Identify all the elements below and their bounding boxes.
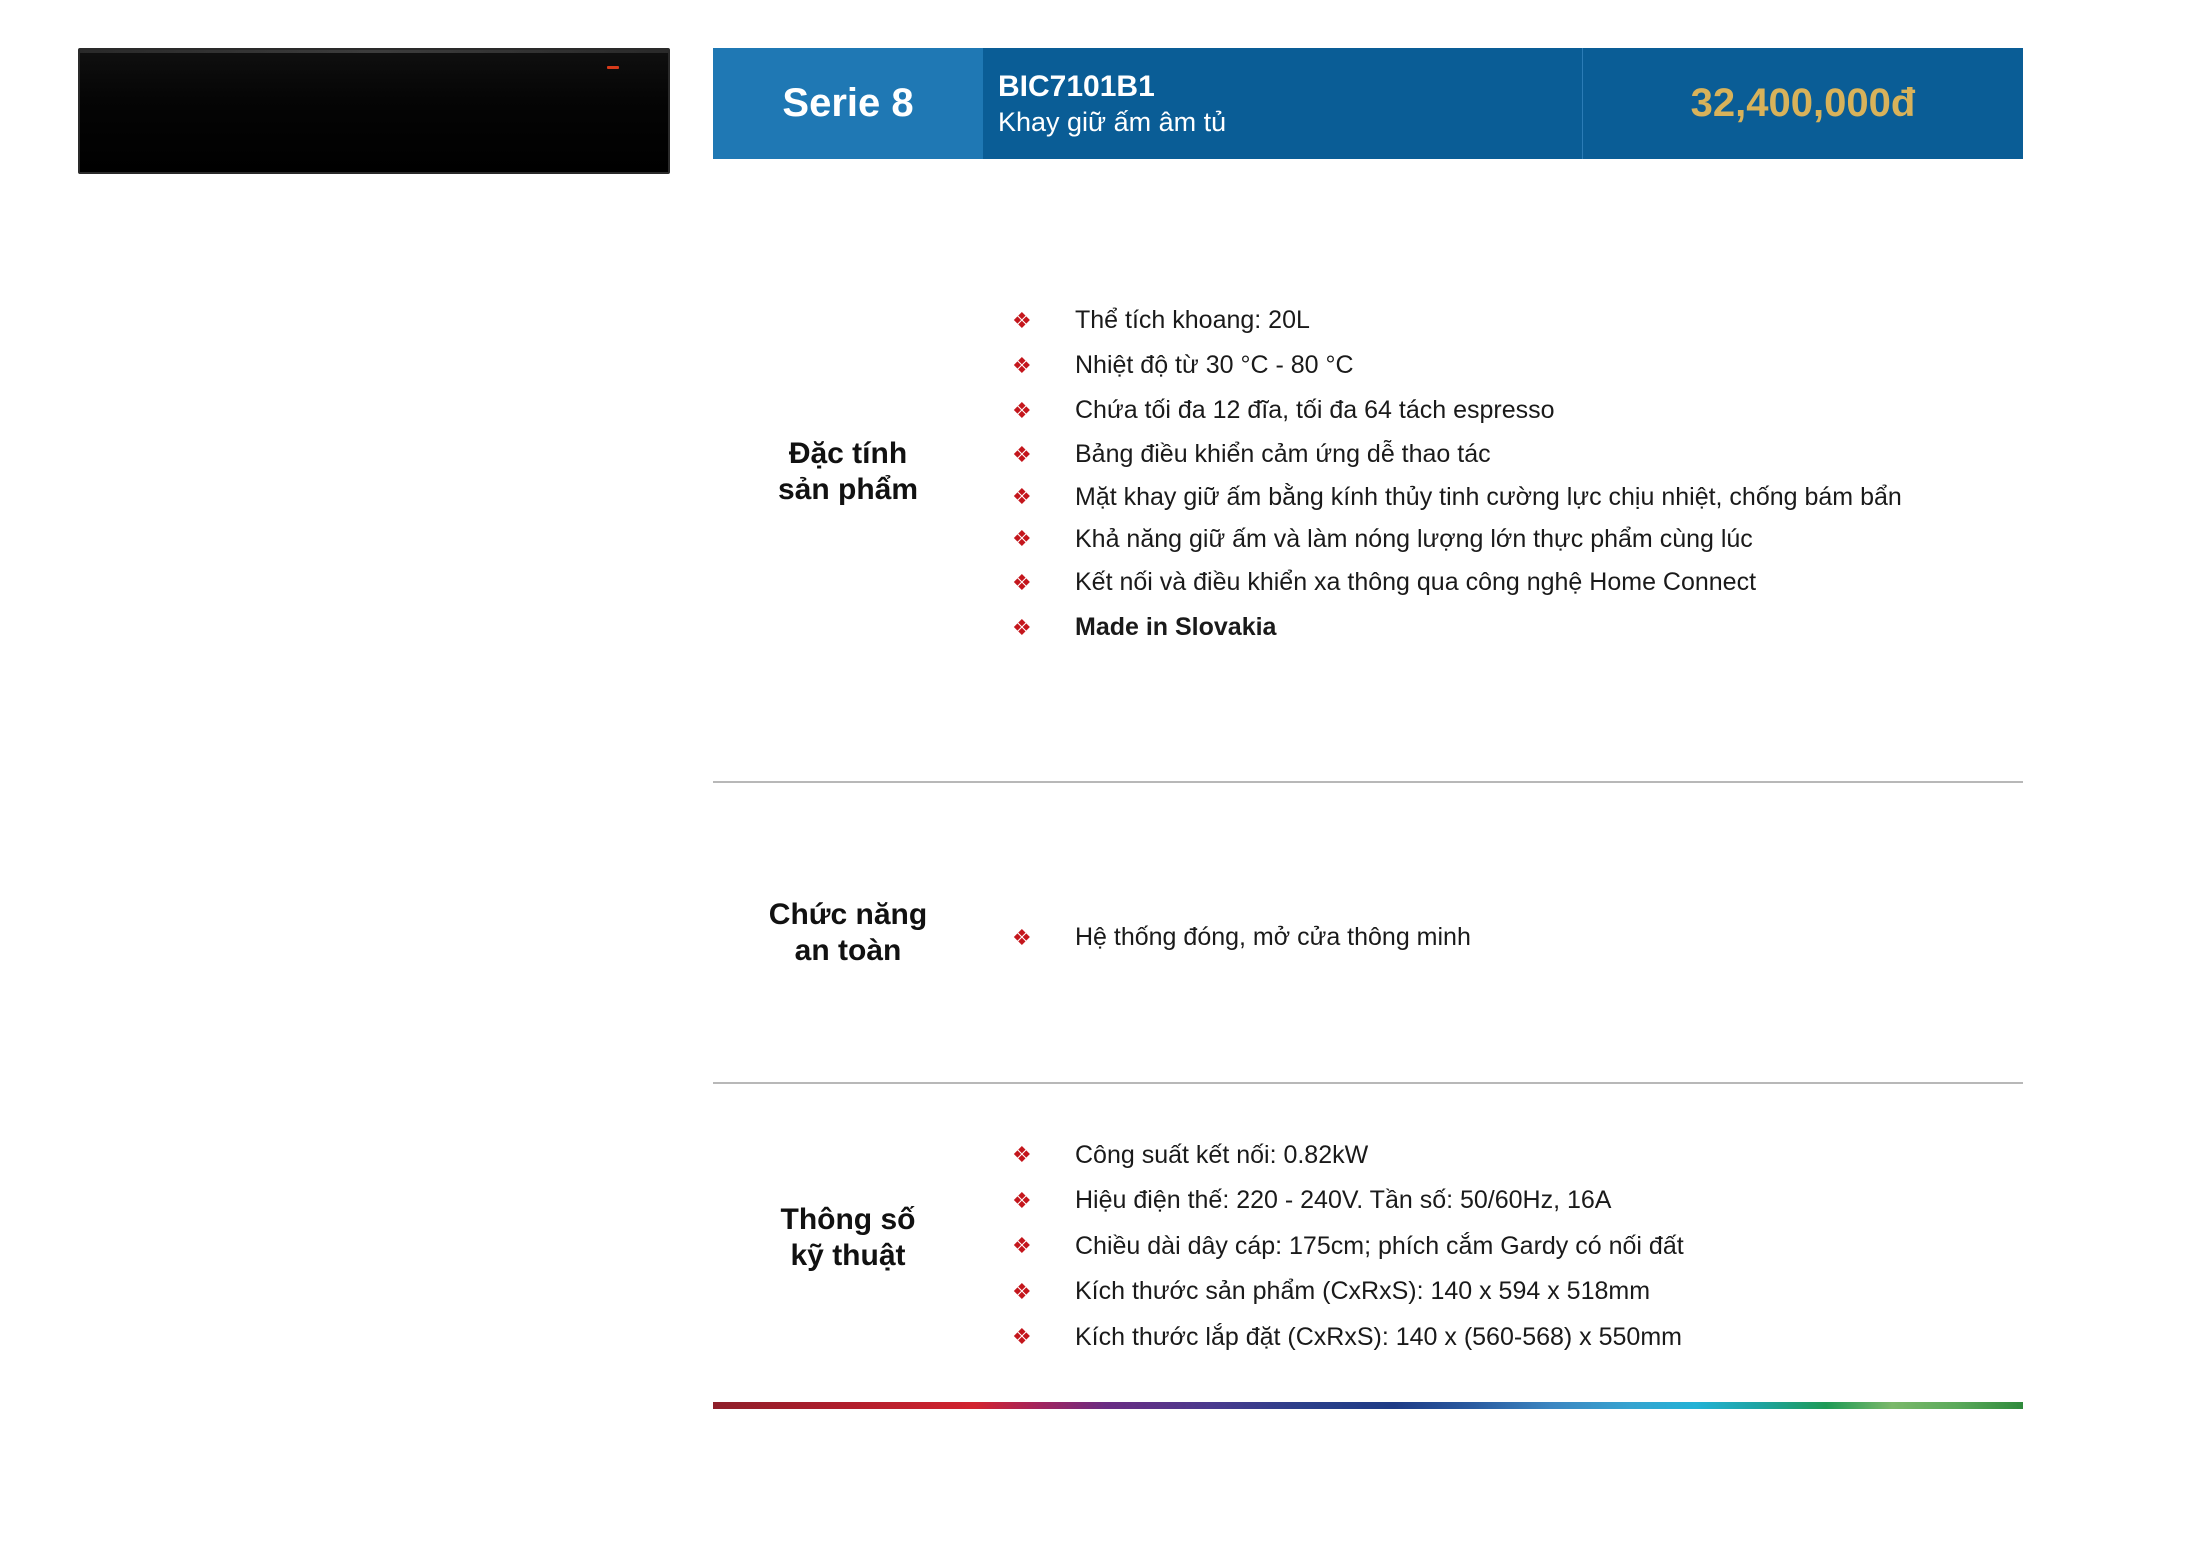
diamond-bullet-icon: ❖ [1012,352,1032,378]
diamond-bullet-icon: ❖ [1012,484,1032,509]
safety-label-line1: Chức năng [768,898,928,931]
specs-label [713,1202,983,1274]
diamond-bullet-icon: ❖ [1012,397,1032,423]
list-item: ❖ Chứa tối đa 12 đĩa, tối đa 64 tách espresso [1012,396,1555,424]
product-image-edge [80,50,668,53]
features-label-line1: Đặc tính [788,437,908,470]
model-code: BIC7101B1 [998,69,1155,103]
list-item: ❖ Khả năng giữ ấm và làm nóng lượng lớn thực phẩm cùng lúc [1012,524,1753,553]
list-item: ❖ Made in Slovakia [1012,613,1277,641]
list-item: ❖ Kích thước sản phẩm (CxRxS): 140 x 594 x 518mm [1012,1277,1651,1305]
list-item: ❖ Mặt khay giữ ấm bằng kính thủy tinh cường lực chịu nhiệt, chống bám bẩn [1012,482,1902,511]
diamond-bullet-icon: ❖ [1012,441,1032,467]
list-item: ❖ Công suất kết nối: 0.82kW [1012,1140,1369,1169]
diamond-bullet-icon: ❖ [1012,614,1032,640]
power-indicator-light [607,66,619,69]
specs-label-line1: Thông số [780,1203,916,1236]
diamond-bullet-icon: ❖ [1012,1187,1032,1213]
list-item: ❖ Nhiệt độ từ 30 °C - 80 °C [1012,351,1354,379]
safety-label [713,897,983,969]
specs-list [1012,1132,1684,1360]
safety-label-line2: an toàn [794,934,902,967]
diamond-bullet-icon: ❖ [1012,1142,1032,1167]
price: 32,400,000đ [1583,48,2023,159]
list-item: ❖ Thể tích khoang: 20L [1012,306,1310,334]
model-block [983,48,1583,159]
serie-label: Serie 8 [713,48,983,159]
list-item: ❖ Kết nối và điều khiển xa thông qua công nghệ Home Connect [1012,568,1757,596]
product-header [713,48,2023,159]
list-item: ❖ Chiều dài dây cáp: 175cm; phích cắm Gardy có nối đất [1012,1231,1684,1260]
list-item: ❖ Hiệu điện thế: 220 - 240V. Tần số: 50/60Hz, 16A [1012,1186,1612,1214]
diamond-bullet-icon: ❖ [1012,1278,1032,1304]
features-label-line2: sản phẩm [777,473,919,506]
features-list [1012,298,1902,650]
list-item: ❖ Bảng điều khiển cảm ứng dễ thao tác [1012,440,1491,468]
diamond-bullet-icon: ❖ [1012,924,1032,950]
diamond-bullet-icon: ❖ [1012,1324,1032,1349]
features-label [713,436,983,508]
section-divider [713,781,2023,783]
diamond-bullet-icon: ❖ [1012,569,1032,595]
list-item: ❖ Hệ thống đóng, mở cửa thông minh [1012,923,1471,951]
model-description: Khay giữ ấm âm tủ [998,106,1227,137]
product-image [78,48,670,174]
diamond-bullet-icon: ❖ [1012,1233,1032,1258]
specs-label-line2: kỹ thuật [790,1239,906,1272]
safety-list [1012,915,1471,960]
section-divider [713,1082,2023,1084]
diamond-bullet-icon: ❖ [1012,526,1032,551]
brand-color-strip [713,1402,2023,1409]
diamond-bullet-icon: ❖ [1012,307,1032,333]
list-item: ❖ Kích thước lắp đặt (CxRxS): 140 x (560-568) x 550mm [1012,1322,1682,1351]
